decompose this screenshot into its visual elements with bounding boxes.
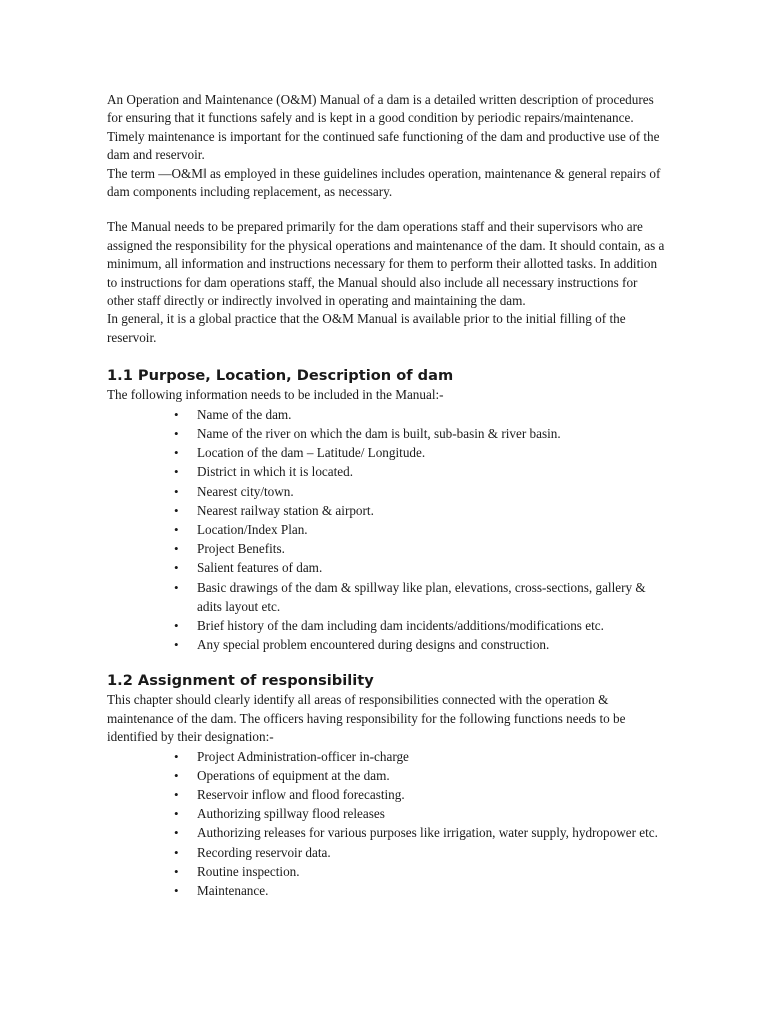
intro-paragraph-2: The term —O&M‖ as employed in these guidelines includes operation, maintenance & general repairs of dam components including replacement, as necessary. — [107, 165, 661, 200]
intro-paragraph-1: An Operation and Maintenance (O&M) Manual of a dam is a detailed written description of procedures for ensuring that it functions safely and is kept in a good condition by periodic repairs/maintenance. Timely maintenance is important for the continued safe functioning of the dam and productive use of the dam and reservoir. — [107, 92, 660, 163]
list-item: • Basic drawings of the dam & spillway like plan, elevations, cross-sections, gallery & adits layout etc. — [197, 578, 665, 616]
list-item: • Authorizing spillway flood releases — [197, 804, 665, 823]
list-item: • Recording reservoir data. — [197, 843, 665, 862]
list-item: • Nearest railway station & airport. — [197, 501, 665, 520]
bullet-list-purpose — [107, 405, 665, 655]
list-item: • Name of the river on which the dam is built, sub-basin & river basin. — [197, 424, 665, 443]
section-heading-purpose: 1.1 Purpose, Location, Description of dam — [107, 367, 454, 385]
list-item: • Operations of equipment at the dam. — [197, 766, 665, 785]
list-item: • Location/Index Plan. — [197, 520, 665, 539]
list-item: • Nearest city/town. — [197, 482, 665, 501]
list-item: • District in which it is located. — [197, 462, 665, 481]
intro-paragraph-3: The Manual needs to be prepared primarily for the dam operations staff and their supervisors who are assigned the responsibility for the physical operations and maintenance of the dam. It should contain, as a minimum, all information and instructions necessary for them to perform their allotted tasks. In addition to instructions for dam operations staff, the Manual should also include all necessary instructions for other staff directly or indirectly involved in operating and maintaining the dam. — [107, 219, 665, 309]
document-body — [107, 91, 665, 900]
list-item: • Routine inspection. — [197, 862, 665, 881]
section-heading-responsibility: 1.2 Assignment of responsibility — [107, 672, 374, 690]
list-item: • Location of the dam – Latitude/ Longitude. — [197, 443, 665, 462]
list-item: • Maintenance. — [197, 881, 665, 900]
section-lead-purpose: The following information needs to be included in the Manual:- — [107, 387, 444, 403]
list-item: • Project Administration-officer in-charge — [197, 747, 665, 766]
list-item: • Authorizing releases for various purposes like irrigation, water supply, hydropower etc. — [197, 823, 665, 842]
intro-paragraph-4: In general, it is a global practice that the O&M Manual is available prior to the initial filling of the reservoir. — [107, 311, 626, 345]
list-item: • Any special problem encountered during designs and construction. — [197, 635, 665, 654]
list-item: • Project Benefits. — [197, 539, 665, 558]
section-lead-responsibility: This chapter should clearly identify all areas of responsibilities connected with the operation & maintenance of the dam. The officers having responsibility for the following functions needs to be identified by their designation:- — [107, 692, 626, 745]
list-item: • Salient features of dam. — [197, 558, 665, 577]
list-item: • Name of the dam. — [197, 405, 665, 424]
paragraph-gap — [107, 201, 665, 218]
list-item: • Reservoir inflow and flood forecasting. — [197, 785, 665, 804]
bullet-list-responsibility — [107, 747, 665, 901]
list-item: • Brief history of the dam including dam incidents/additions/modifications etc. — [197, 616, 665, 635]
